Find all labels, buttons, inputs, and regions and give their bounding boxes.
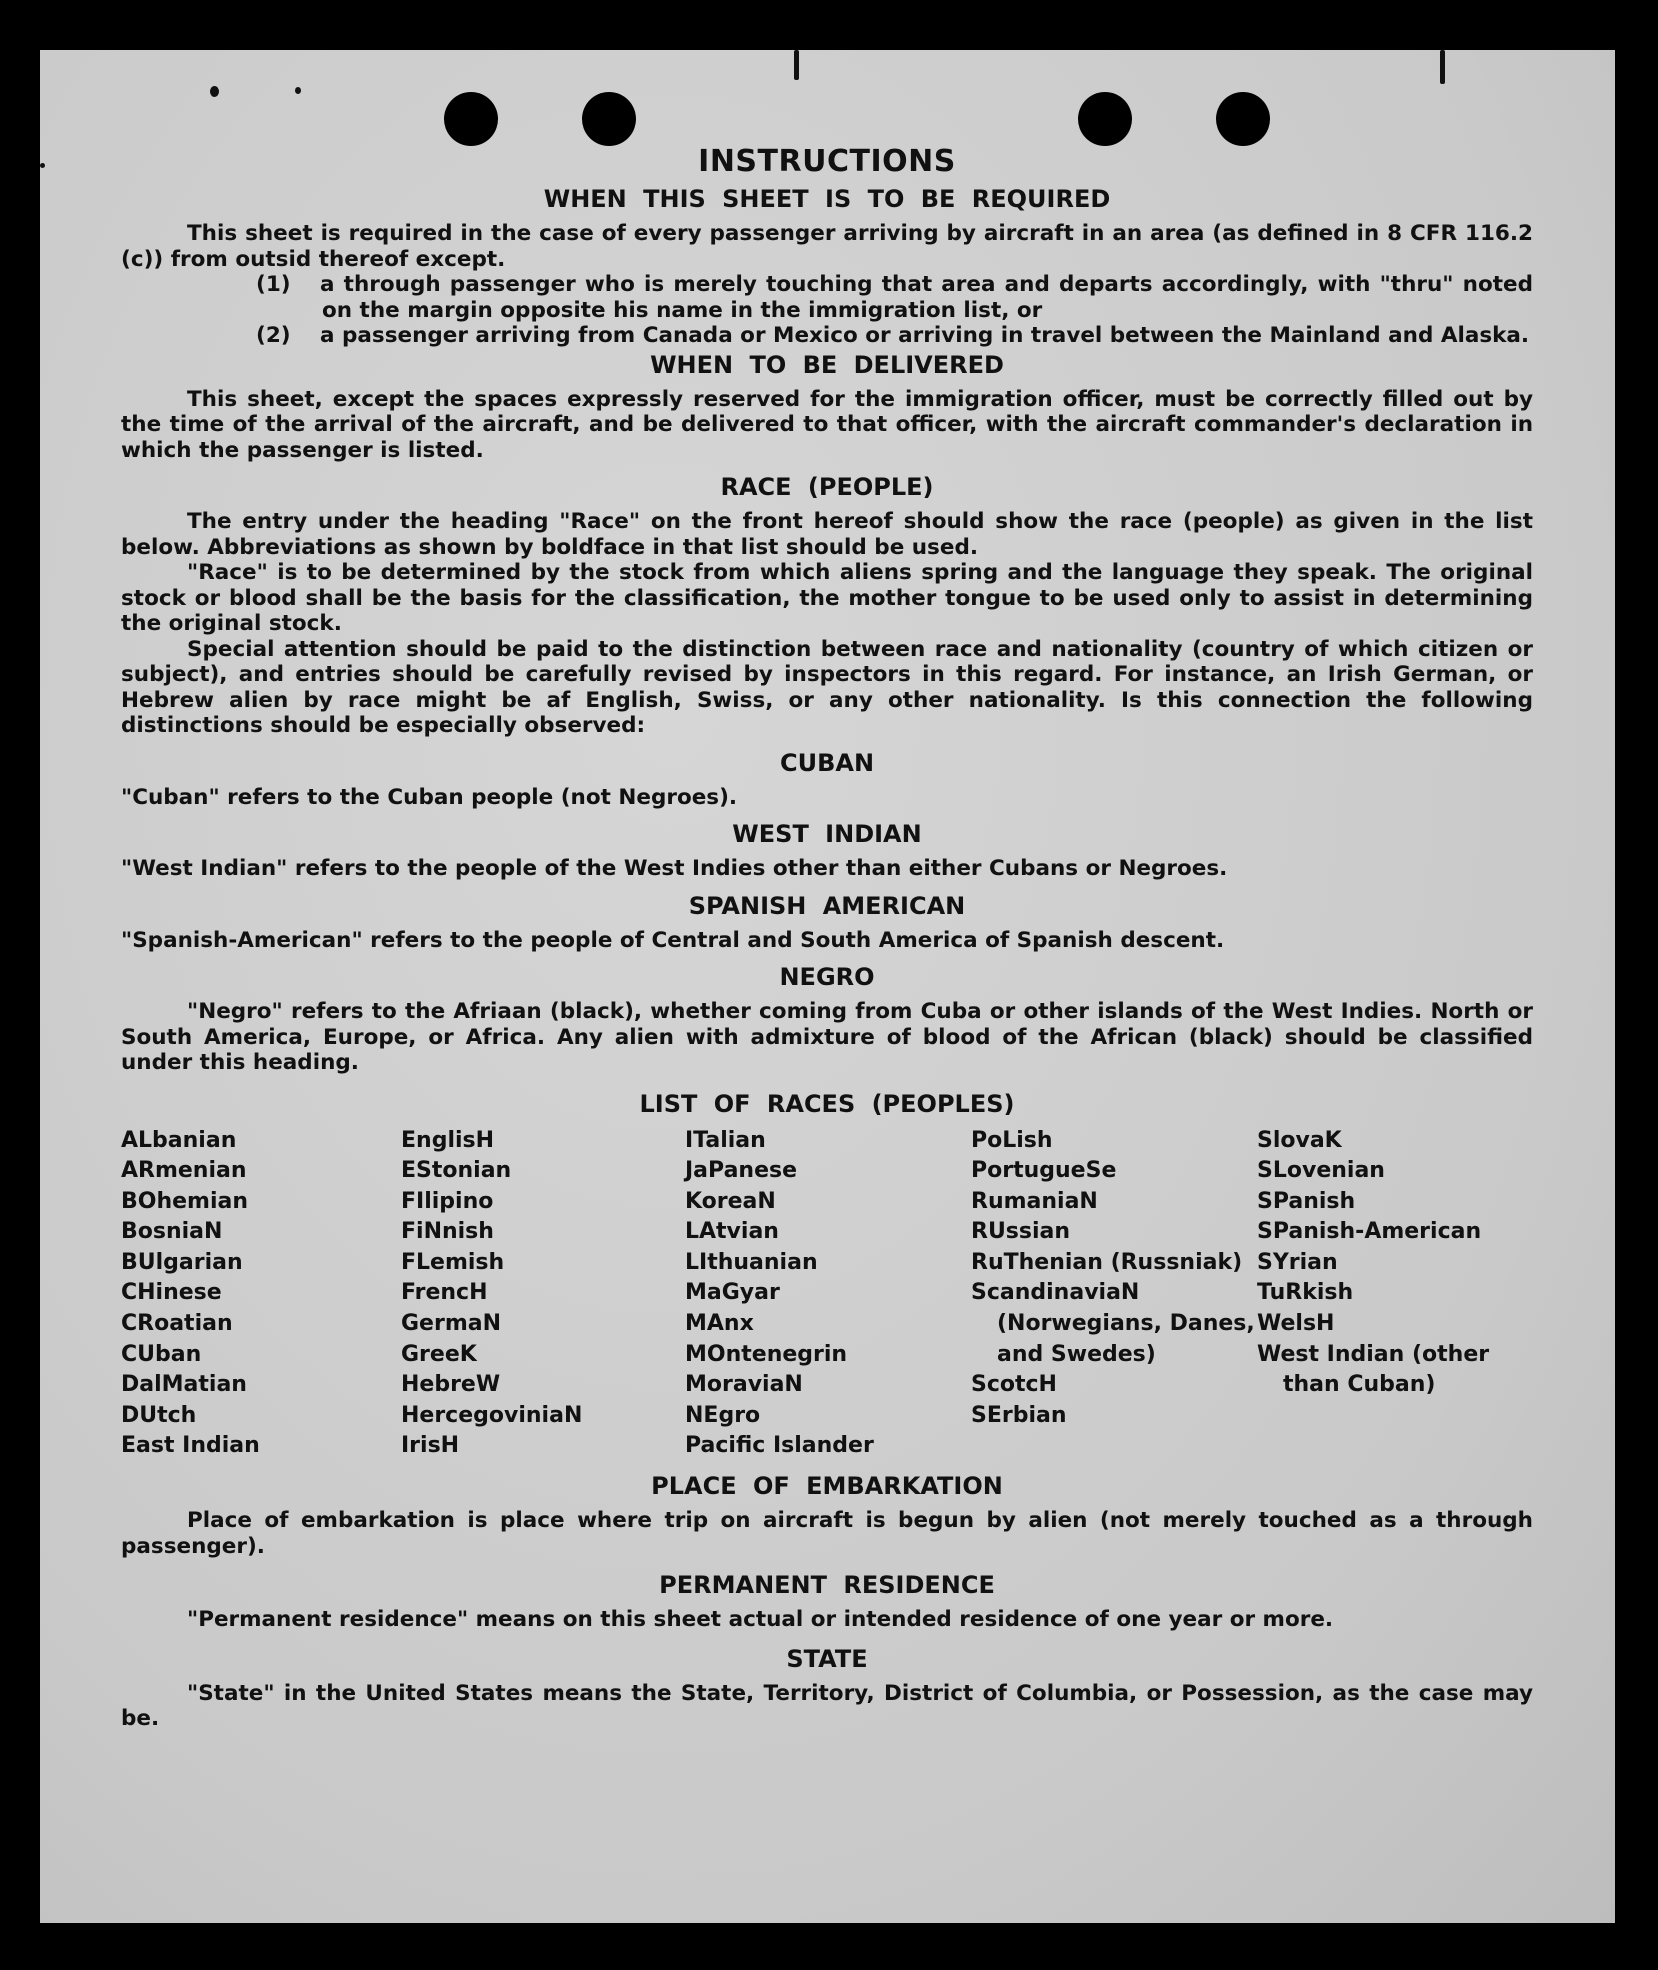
required-item-2: (2) a passenger arriving from Canada or Mexico or arriving in travel between the Mainland and Alaska. — [256, 323, 1530, 348]
race-item: BOhemian — [121, 1188, 249, 1214]
west-indian-text: "West Indian" refers to the people of the West Indies other than either Cubans or Negroes. — [121, 856, 1228, 881]
race-item: CHinese — [121, 1280, 222, 1306]
race-item: CUban — [121, 1341, 202, 1367]
ink-speck — [1440, 50, 1445, 84]
race-item: GreeK — [401, 1341, 477, 1367]
required-item-1: (1) a through passenger who is merely touching that area and departs accordingly, with "thru" noted on the margin opposite his name in the immigration list, or — [256, 272, 1533, 323]
race-item: ScandinaviaN (Norwegians, Danes, and Swedes) — [971, 1280, 1255, 1367]
ink-speck — [295, 87, 301, 94]
section-heading-list: LIST OF RACES (PEOPLES) — [639, 1089, 1015, 1118]
race-item: FLemish — [401, 1249, 505, 1275]
race-item: BUlgarian — [121, 1249, 243, 1275]
race-item: DUtch — [121, 1402, 197, 1428]
spanish-american-text: "Spanish-American" refers to the people of Central and South America of Spanish descent. — [121, 927, 1225, 953]
race-item: PortugueSe — [971, 1158, 1117, 1184]
delivered-text: This sheet, except the spaces expressly reserved for the immigration officer, must be correctly filled out by the time of the arrival of the aircraft, and be delivered to that officer, with the aircraft commander's declaration in which the passenger is listed. — [121, 386, 1533, 463]
ink-speck — [40, 163, 45, 168]
race-item: HercegoviniaN — [401, 1402, 583, 1428]
section-heading-required: WHEN THIS SHEET IS TO BE REQUIRED — [543, 185, 1111, 213]
race-item: MaGyar — [685, 1280, 780, 1306]
race-item: MoraviaN — [685, 1372, 803, 1398]
race-paragraph-1: The entry under the heading "Race" on the front hereof should show the race (people) as given in the list below. Abbreviations as shown by boldface in that list should be used. — [121, 509, 1533, 560]
race-item: SLovenian — [1257, 1158, 1385, 1184]
race-item: SPanish — [1257, 1188, 1356, 1214]
race-item: LAtvian — [685, 1219, 779, 1245]
race-item: West Indian (other than Cuban) — [1257, 1341, 1490, 1398]
race-item: KoreaN — [685, 1188, 776, 1214]
race-item: SlovaK — [1257, 1127, 1342, 1153]
race-item: ScotcH — [971, 1372, 1057, 1398]
race-item: SErbian — [971, 1402, 1067, 1428]
race-item: ITalian — [685, 1127, 766, 1153]
race-item: LIthuanian — [685, 1249, 818, 1275]
section-heading-delivered: WHEN TO BE DELIVERED — [650, 350, 1004, 379]
race-item: RUssian — [971, 1219, 1071, 1245]
race-item: RumaniaN — [971, 1188, 1098, 1214]
race-item: WelsH — [1257, 1311, 1335, 1337]
race-item: MAnx — [685, 1311, 754, 1337]
race-item: NEgro — [685, 1402, 761, 1428]
race-item: MOntenegrin — [685, 1341, 848, 1367]
punch-hole — [582, 92, 636, 146]
race-item: EnglisH — [401, 1127, 495, 1153]
race-item: East Indian — [121, 1433, 260, 1459]
races-list — [121, 1126, 1533, 1463]
section-heading-negro: NEGRO — [779, 963, 875, 991]
document-sheet — [40, 50, 1615, 1923]
races-column-3 — [685, 1126, 971, 1463]
race-item: EStonian — [401, 1158, 512, 1184]
required-text: This sheet is required in the case of every passenger arriving by aircraft in an area (as defined in 8 CFR 116.2 (c)) from outsid thereof except. — [121, 221, 1533, 272]
race-item: ALbanian — [121, 1127, 237, 1153]
race-item: FrencH — [401, 1280, 488, 1306]
section-heading-embarkation: PLACE OF EMBARKATION — [651, 1472, 1003, 1501]
race-item: SYrian — [1257, 1249, 1338, 1275]
punch-hole — [1078, 92, 1132, 146]
race-item: HebreW — [401, 1372, 501, 1398]
section-heading-cuban: CUBAN — [779, 748, 875, 777]
race-item: Pacific Islander — [685, 1433, 874, 1459]
race-item: PoLish — [971, 1127, 1053, 1153]
race-item: GermaN — [401, 1311, 502, 1337]
section-heading-west-indian: WEST INDIAN — [732, 820, 922, 848]
ink-speck — [210, 86, 219, 97]
race-item: JaPanese — [685, 1158, 798, 1184]
race-item: DalMatian — [121, 1372, 247, 1398]
punch-hole — [444, 92, 498, 146]
embarkation-text: Place of embarkation is place where trip on aircraft is begun by alien (not merely touched as a through passenger). — [121, 1508, 1533, 1559]
races-column-4 — [971, 1126, 1257, 1463]
race-item: CRoatian — [121, 1311, 233, 1337]
races-column-1 — [121, 1126, 401, 1463]
instructions-content — [121, 144, 1533, 1732]
race-item: IrisH — [401, 1433, 460, 1459]
race-item: SPanish-American — [1257, 1219, 1482, 1245]
page-title: INSTRUCTIONS — [698, 144, 956, 179]
race-item: BosniaN — [121, 1219, 223, 1245]
section-heading-spanish-american: SPANISH AMERICAN — [688, 891, 966, 920]
race-paragraph-3: Special attention should be paid to the distinction between race and nationality (country of which citizen or subject), and entries should be carefully revised by inspectors in this regard. For instance, an Irish German, or Hebrew alien by race might be af English, Swiss, or any other nationality. Is this connection the following distinctions should be especially observed: — [121, 636, 1533, 738]
race-paragraph-2: "Race" is to be determined by the stock from which aliens spring and the language they speak. The original stock or blood shall be the basis for the classification, the mother tongue to be used only to assist in determining the original stock. — [121, 560, 1533, 636]
race-item: RuThenian (Russniak) — [971, 1249, 1243, 1275]
negro-text: "Negro" refers to the Afriaan (black), whether coming from Cuba or other islands of the West Indies. North or South America, Europe, or Africa. Any alien with admixture of blood of the African (black) should be classified under this heading. — [121, 999, 1533, 1075]
race-item: FIlipino — [401, 1188, 494, 1214]
races-column-2 — [401, 1126, 685, 1463]
section-heading-residence: PERMANENT RESIDENCE — [659, 1571, 995, 1600]
section-heading-race: RACE (PEOPLE) — [720, 473, 934, 501]
race-item: TuRkish — [1257, 1280, 1354, 1306]
residence-text: "Permanent residence" means on this sheet actual or intended residence of one year or more. — [187, 1607, 1334, 1633]
ink-speck — [794, 50, 799, 80]
section-heading-state: STATE — [786, 1644, 868, 1673]
state-text: "State" in the United States means the State, Territory, District of Columbia, or Possession, as the case may be. — [121, 1680, 1533, 1732]
cuban-text: "Cuban" refers to the Cuban people (not Negroes). — [121, 784, 738, 810]
race-item: ARmenian — [121, 1158, 247, 1184]
races-column-5 — [1257, 1126, 1517, 1463]
race-item: FiNnish — [401, 1219, 494, 1245]
punch-hole — [1216, 92, 1270, 146]
